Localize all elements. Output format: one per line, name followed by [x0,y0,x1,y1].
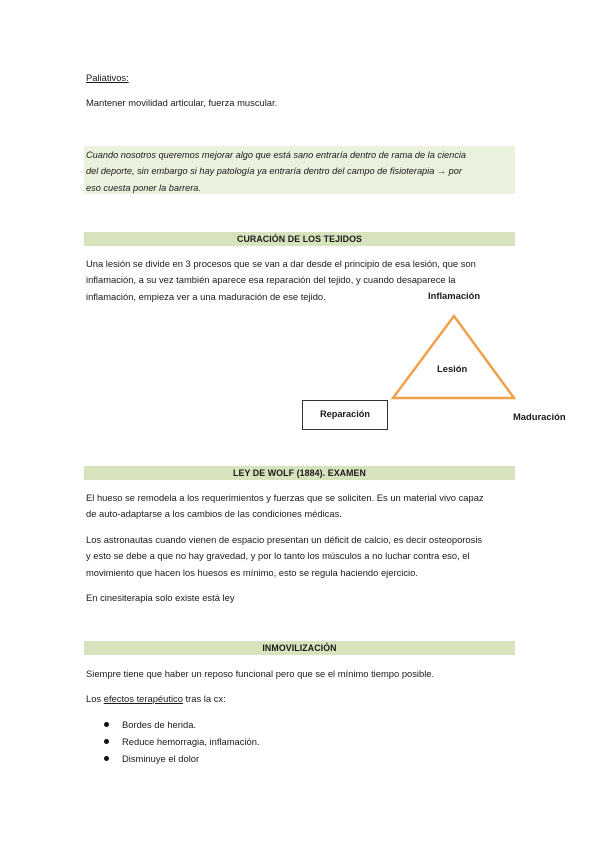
bullet-icon [104,756,109,761]
list-item-text: Reduce hemorragia, inflamación. [122,736,260,747]
section-title-curacion: CURACIÓN DE LOS TEJIDOS [84,232,515,246]
wolf-paragraph-3: En cinesiterapia solo existe está ley [86,592,235,603]
wolf-line: El hueso se remodela a los requerimientos y fuerzas que se soliciten. Es un material vivo capaz [86,492,484,503]
wolf-paragraph-1 [86,490,516,523]
effects-suffix: tras la cx: [182,693,226,704]
curacion-line: inflamación, a su vez también aparece esa reparación del tejido, y cuando desaparece la [86,274,456,286]
note-line: eso cuesta poner la barrera. [86,182,201,193]
wolf-line: movimiento que hacen los huesos es mínimo, esto se regula haciendo ejercicio. [86,566,418,578]
inmov-paragraph: Siempre tiene que haber un reposo funcional pero que se el mínimo tiempo posible. [86,668,435,679]
diagram-box-reparacion: Reparación [302,400,388,430]
note-box [84,146,515,194]
section-title-inmovilizacion: INMOVILIZACIÓN [84,641,515,655]
paliativos-heading: Paliativos: [86,72,129,83]
curacion-line: inflamación, empieza ver a una maduración de ese tejido. [86,290,326,302]
diagram-label-lesion: Lesión [437,363,468,374]
wolf-line: Los astronautas cuando vienen de espacio presentan un déficit de calcio, es decir osteoporosis [86,534,483,545]
curacion-line: Una lesión se divide en 3 procesos que se van a dar desde el principio de esa lesión, que son [86,258,476,269]
bullet-icon [104,739,109,744]
section-title-wolf: LEY DE WOLF (1884). EXAMEN [84,466,515,480]
diagram-label-maduracion: Maduración [513,411,566,422]
list-item [104,716,260,733]
list-item [104,750,260,767]
list-item-text: Bordes de herida. [122,719,197,730]
paliativos-text: Mantener movilidad articular, fuerza muscular. [86,97,278,108]
effects-prefix: Los [86,693,104,704]
effects-list [104,716,260,767]
effects-term: efectos terapéutico [103,693,183,704]
list-item-text: Disminuye el dolor [122,753,200,764]
list-item [104,733,260,750]
wolf-line: de auto-adaptarse a los cambios de las condiciones médicas. [86,508,342,520]
inmov-effects-line [86,691,516,707]
bullet-icon [104,722,109,727]
diagram-label-inflamacion: Inflamación [428,290,481,301]
wolf-line: y esto se debe a que no hay gravedad, y por lo tanto los músculos a no luchar contra eso, el [86,550,470,562]
note-line: Cuando nosotros queremos mejorar algo que está sano entraría dentro de rama de la ciencia [86,150,466,160]
wolf-paragraph-2 [86,532,516,581]
note-line: del deporte, sin embargo si hay patología ya entraría dentro del campo de fisioterapia → por [86,166,462,177]
lesion-triangle [380,306,520,406]
